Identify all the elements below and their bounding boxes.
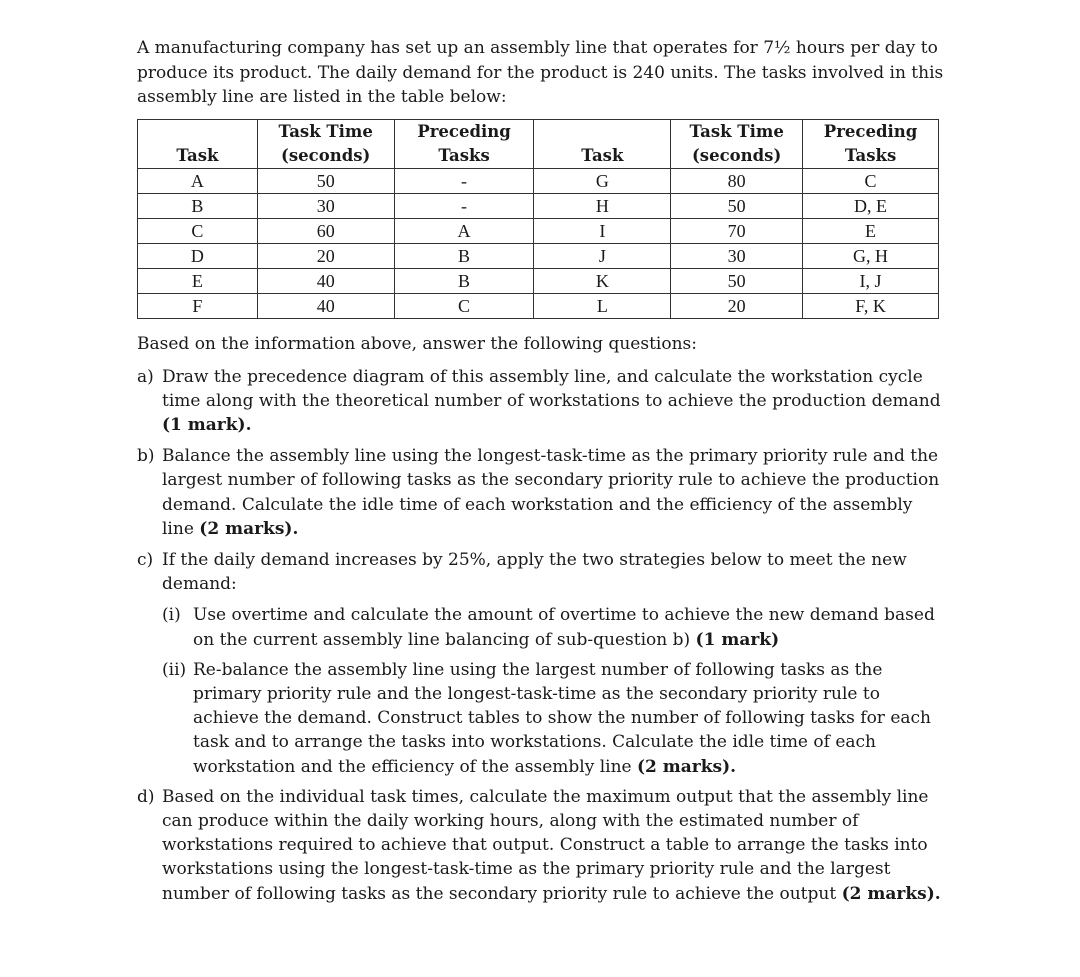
- preceding-cell: -: [394, 193, 534, 218]
- table-row: [138, 218, 939, 243]
- header-task-time: Task Time (seconds): [257, 119, 394, 168]
- task-time-cell: 20: [257, 243, 394, 268]
- questions-lead: Based on the information above, answer the following questions:: [137, 333, 697, 354]
- task-time-cell: 40: [257, 268, 394, 293]
- question-b: [137, 444, 947, 541]
- task-time-cell: 80: [671, 168, 803, 193]
- task-time-cell: 30: [671, 243, 803, 268]
- question-c: [137, 548, 947, 596]
- task-cell: A: [138, 168, 258, 193]
- task-cell: B: [138, 193, 258, 218]
- table-row: [138, 243, 939, 268]
- header-task: Task: [534, 119, 671, 168]
- task-time-cell: 40: [257, 293, 394, 318]
- header-preceding-tasks: Preceding Tasks: [394, 119, 534, 168]
- task-time-cell: 60: [257, 218, 394, 243]
- task-time-cell: 30: [257, 193, 394, 218]
- header-task-time: Task Time (seconds): [671, 119, 803, 168]
- task-time-cell: 50: [671, 193, 803, 218]
- preceding-cell: B: [394, 243, 534, 268]
- question-c-i: [162, 603, 947, 651]
- task-cell: D: [138, 243, 258, 268]
- question-text: Draw the precedence diagram of this assembly line, and calculate the workstation cycle time along with the theoretical number of workstations to achieve the production demand: [162, 366, 941, 411]
- subquestion-label: (ii): [162, 659, 187, 680]
- subquestion-text: Re-balance the assembly line using the largest number of following tasks as the primary priority rule and the longest-task-time as the secondary priority rule to achieve the demand. Construct tables to show the number of following tasks for each task and to arrange the tasks into workstations. Calculate the idle time of each workstation and the efficiency of the assembly line: [193, 659, 932, 777]
- question-c-ii: [162, 658, 947, 779]
- header-task: Task: [138, 119, 258, 168]
- table-header-row: [138, 119, 939, 168]
- task-time-cell: 50: [257, 168, 394, 193]
- task-time-cell: 50: [671, 268, 803, 293]
- task-cell: C: [138, 218, 258, 243]
- subquestion-marks: (2 marks).: [637, 756, 737, 777]
- task-cell: K: [534, 268, 671, 293]
- preceding-cell: C: [803, 168, 939, 193]
- task-cell: E: [138, 268, 258, 293]
- table-row: [138, 268, 939, 293]
- subquestion-text: Use overtime and calculate the amount of overtime to achieve the new demand based on the current assembly line balancing of sub-question b): [193, 605, 935, 650]
- preceding-cell: I, J: [803, 268, 939, 293]
- task-table: [137, 119, 939, 319]
- question-label: b): [137, 446, 155, 467]
- table-row: [138, 193, 939, 218]
- question-label: c): [137, 549, 154, 570]
- task-cell: G: [534, 168, 671, 193]
- question-label: d): [137, 786, 155, 807]
- question-a: [137, 365, 947, 438]
- task-cell: I: [534, 218, 671, 243]
- table-row: [138, 168, 939, 193]
- task-cell: L: [534, 293, 671, 318]
- header-preceding-tasks: Preceding Tasks: [803, 119, 939, 168]
- task-cell: H: [534, 193, 671, 218]
- task-cell: J: [534, 243, 671, 268]
- preceding-cell: D, E: [803, 193, 939, 218]
- preceding-cell: E: [803, 218, 939, 243]
- preceding-cell: C: [394, 293, 534, 318]
- preceding-cell: G, H: [803, 243, 939, 268]
- document-page: [137, 36, 947, 913]
- task-cell: F: [138, 293, 258, 318]
- question-marks: (2 marks).: [199, 518, 299, 539]
- table-row: [138, 293, 939, 318]
- intro-paragraph: A manufacturing company has set up an assembly line that operates for 7½ hours per day to produce its product. The daily demand for the product is 240 units. The tasks involved in this assembly line are listed in the table below:: [137, 38, 944, 107]
- question-marks: (2 marks).: [841, 883, 941, 904]
- task-time-cell: 20: [671, 293, 803, 318]
- preceding-cell: A: [394, 218, 534, 243]
- preceding-cell: B: [394, 268, 534, 293]
- preceding-cell: F, K: [803, 293, 939, 318]
- question-text: Based on the individual task times, calculate the maximum output that the assembly line can produce within the daily working hours, along with the estimated number of workstations required to achieve that output. Construct a table to arrange the tasks into workstations using the longest-task-time as the primary priority rule and the largest number of following tasks as the secondary priority rule to achieve the output: [162, 786, 929, 904]
- question-text: Balance the assembly line using the longest-task-time as the primary priority rule and the largest number of following tasks as the secondary priority rule to achieve the production demand. Calculate the idle time of each workstation and the efficiency of the assembly line: [162, 446, 940, 539]
- subquestion-marks: (1 mark): [695, 629, 780, 650]
- question-marks: (1 mark).: [162, 414, 252, 435]
- subquestion-label: (i): [162, 605, 181, 626]
- question-text: If the daily demand increases by 25%, apply the two strategies below to meet the new demand:: [162, 549, 907, 595]
- question-label: a): [137, 366, 154, 387]
- preceding-cell: -: [394, 168, 534, 193]
- question-d: [137, 785, 947, 906]
- task-time-cell: 70: [671, 218, 803, 243]
